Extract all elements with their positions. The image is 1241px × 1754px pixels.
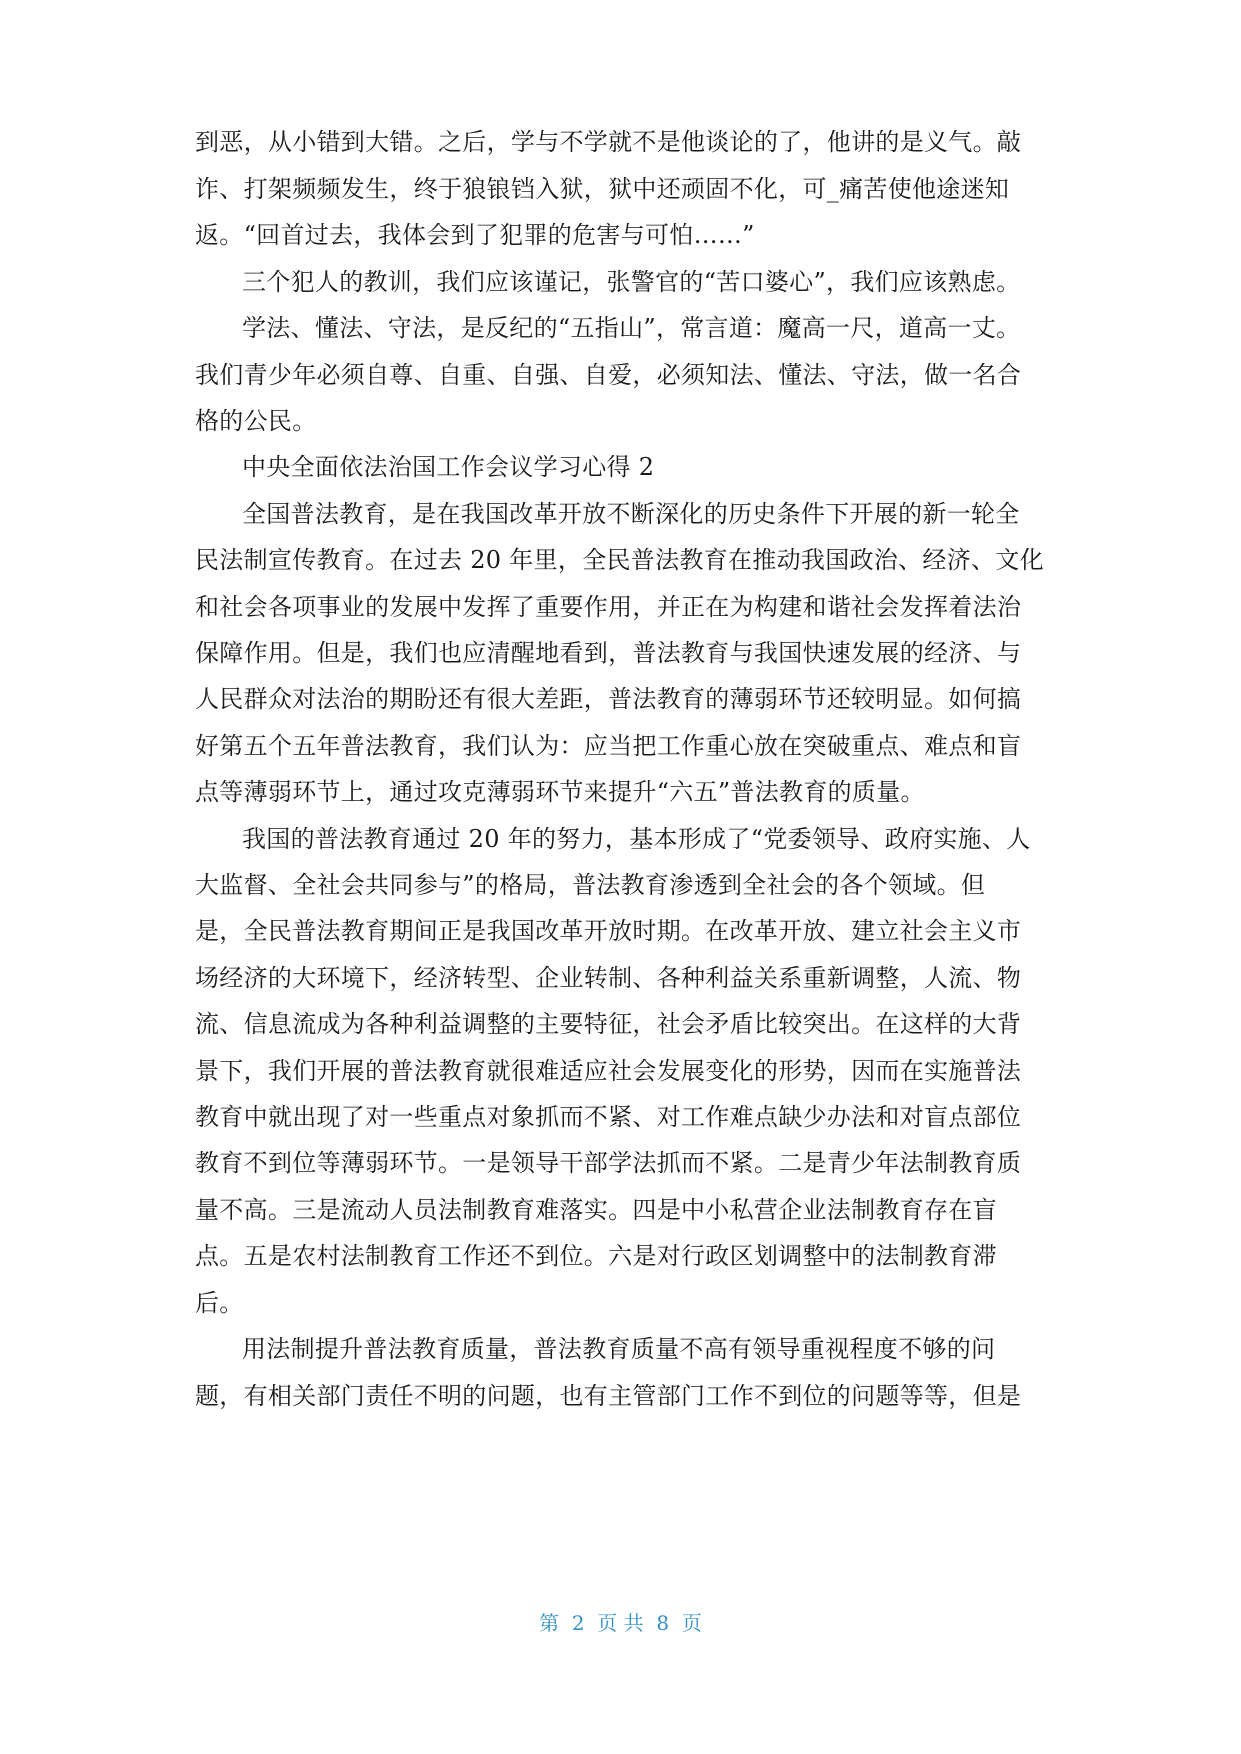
page-footer: 第 2 页 共 8 页	[539, 1611, 702, 1635]
text-line: 学法、懂法、守法，是反纪的“五指山”，常言道：魔高一尺，道高一丈。	[242, 314, 1021, 342]
text-line: 民法制宣传教育。在过去 20 年里，全民普法教育在推动我国政治、经济、文化	[195, 546, 1044, 574]
text-line: 诈、打架频频发生，终于狼锒铛入狱，狱中还顽固不化，可_痛苦使他途迷知	[195, 175, 1010, 203]
text-line: 人民群众对法治的期盼还有很大差距，普法教育的薄弱环节还较明显。如何搞	[195, 685, 1022, 713]
text-line: 教育中就出现了对一些重点对象抓而不紧、对工作难点缺少办法和对盲点部位	[195, 1103, 1022, 1131]
text-line: 我国的普法教育通过 20 年的努力，基本形成了“党委领导、政府实施、人	[242, 825, 1031, 853]
text-line: 全国普法教育，是在我国改革开放不断深化的历史条件下开展的新一轮全	[242, 500, 1020, 528]
text-line: 点。五是农村法制教育工作还不到位。六是对行政区划调整中的法制教育滞	[195, 1242, 997, 1270]
text-line: 中央全面依法治国工作会议学习心得 2	[242, 453, 655, 481]
text-line: 景下，我们开展的普法教育就很难适应社会发展变化的形势，因而在实施普法	[195, 1057, 1022, 1085]
text-line: 流、信息流成为各种利益调整的主要特征，社会矛盾比较突出。在这样的大背	[195, 1010, 1022, 1038]
text-line: 返。“回首过去，我体会到了犯罪的危害与可怕……”	[195, 221, 755, 249]
text-line: 到恶，从小错到大错。之后，学与不学就不是他谈论的了，他讲的是义气。敲	[195, 128, 1022, 156]
text-line: 题，有相关部门责任不明的问题，也有主管部门工作不到位的问题等等，但是	[195, 1382, 1022, 1410]
text-line: 和社会各项事业的发展中发挥了重要作用，并正在为构建和谐社会发挥着法治	[195, 593, 1022, 621]
text-line: 量不高。三是流动人员法制教育难落实。四是中小私营企业法制教育存在盲	[195, 1196, 997, 1224]
text-line: 保障作用。但是，我们也应清醒地看到，普法教育与我国快速发展的经济、与	[195, 639, 1022, 667]
text-line: 点等薄弱环节上，通过攻克薄弱环节来提升“六五”普法教育的质量。	[195, 778, 925, 806]
text-line: 格的公民。	[195, 407, 317, 435]
text-line: 好第五个五年普法教育，我们认为：应当把工作重心放在突破重点、难点和盲	[195, 732, 1022, 760]
text-line: 我们青少年必须自尊、自重、自强、自爱，必须知法、懂法、守法，做一名合	[195, 361, 1022, 389]
text-line: 场经济的大环境下，经济转型、企业转制、各种利益关系重新调整，人流、物	[195, 964, 1022, 992]
text-line: 三个犯人的教训，我们应该谨记，张警官的“苦口婆心”，我们应该熟虑。	[242, 268, 1021, 296]
text-line: 大监督、全社会共同参与”的格局，普法教育渗透到全社会的各个领域。但	[195, 871, 986, 899]
text-line: 教育不到位等薄弱环节。一是领导干部学法抓而不紧。二是青少年法制教育质	[195, 1149, 1022, 1177]
text-line: 用法制提升普法教育质量，普法教育质量不高有领导重视程度不够的问	[242, 1335, 996, 1363]
text-line: 后。	[195, 1289, 244, 1317]
text-line: 是，全民普法教育期间正是我国改革开放时期。在改革开放、建立社会主义市	[195, 917, 1022, 945]
